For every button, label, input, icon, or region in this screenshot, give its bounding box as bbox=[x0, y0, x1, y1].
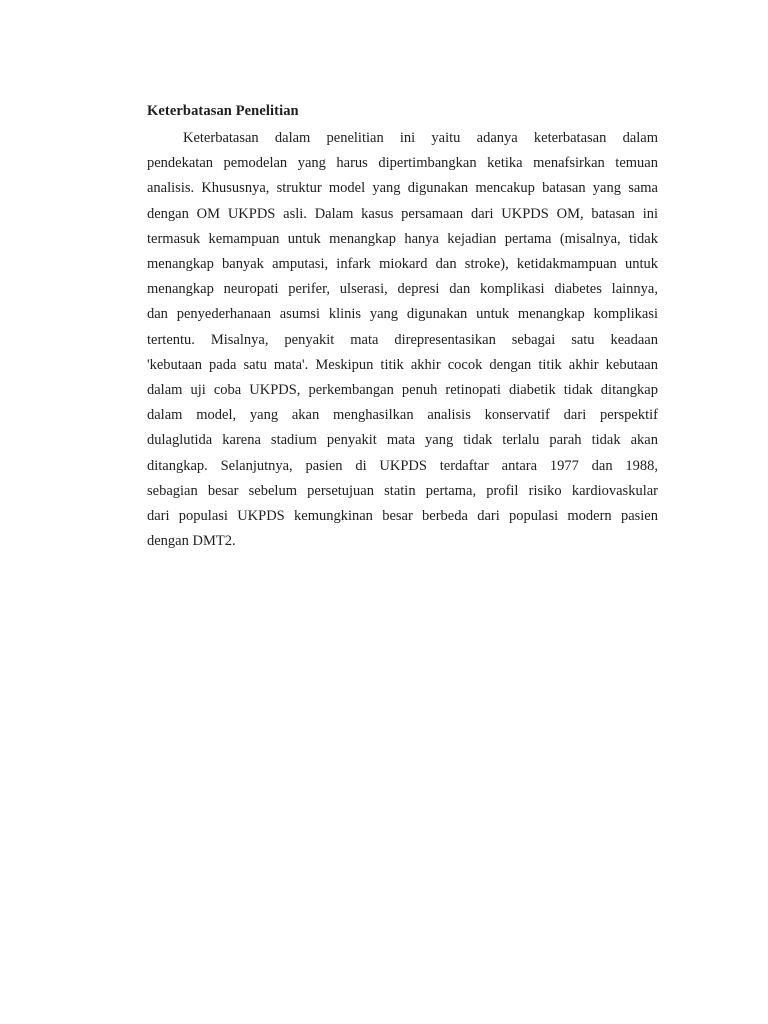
paragraph-line: dari populasi UKPDS kemungkinan besar berbeda dari populasi modern pasien bbox=[147, 508, 658, 525]
paragraph-line: menangkap banyak amputasi, infark miokard dan stroke), ketidakmampuan untuk bbox=[147, 256, 658, 273]
paragraph-line: termasuk kemampuan untuk menangkap hanya kejadian pertama (misalnya, tidak bbox=[147, 230, 658, 247]
paragraph-line: dan penyederhanaan asumsi klinis yang digunakan untuk menangkap komplikasi bbox=[147, 306, 658, 323]
paragraph-line: menangkap neuropati perifer, ulserasi, depresi dan komplikasi diabetes lainnya, bbox=[147, 281, 658, 298]
body-paragraph bbox=[147, 126, 658, 554]
paragraph-line: Keterbatasan dalam penelitian ini yaitu adanya keterbatasan dalam bbox=[183, 130, 658, 146]
paragraph-line: pendekatan pemodelan yang harus dipertimbangkan ketika menafsirkan temuan bbox=[147, 155, 658, 172]
paragraph-line: dalam uji coba UKPDS, perkembangan penuh retinopati diabetik tidak ditangkap bbox=[147, 382, 658, 399]
paragraph-line: dengan DMT2. bbox=[147, 533, 236, 550]
section-heading: Keterbatasan Penelitian bbox=[147, 103, 299, 119]
paragraph-line: sebagian besar sebelum persetujuan statin pertama, profil risiko kardiovaskular bbox=[147, 482, 658, 499]
paragraph-line: 'kebutaan pada satu mata'. Meskipun titik akhir cocok dengan titik akhir kebutaan bbox=[147, 356, 658, 373]
paragraph-line: tertentu. Misalnya, penyakit mata direpresentasikan sebagai satu keadaan bbox=[147, 331, 658, 348]
document-content bbox=[147, 101, 658, 554]
paragraph-line: dalam model, yang akan menghasilkan analisis konservatif dari perspektif bbox=[147, 407, 658, 424]
paragraph-line: dengan OM UKPDS asli. Dalam kasus persamaan dari UKPDS OM, batasan ini bbox=[147, 205, 658, 222]
paragraph-line: ditangkap. Selanjutnya, pasien di UKPDS terdaftar antara 1977 dan 1988, bbox=[147, 457, 658, 474]
paragraph-line: analisis. Khususnya, struktur model yang digunakan mencakup batasan yang sama bbox=[147, 180, 658, 197]
paragraph-line: dulaglutida karena stadium penyakit mata yang tidak terlalu parah tidak akan bbox=[147, 432, 658, 449]
